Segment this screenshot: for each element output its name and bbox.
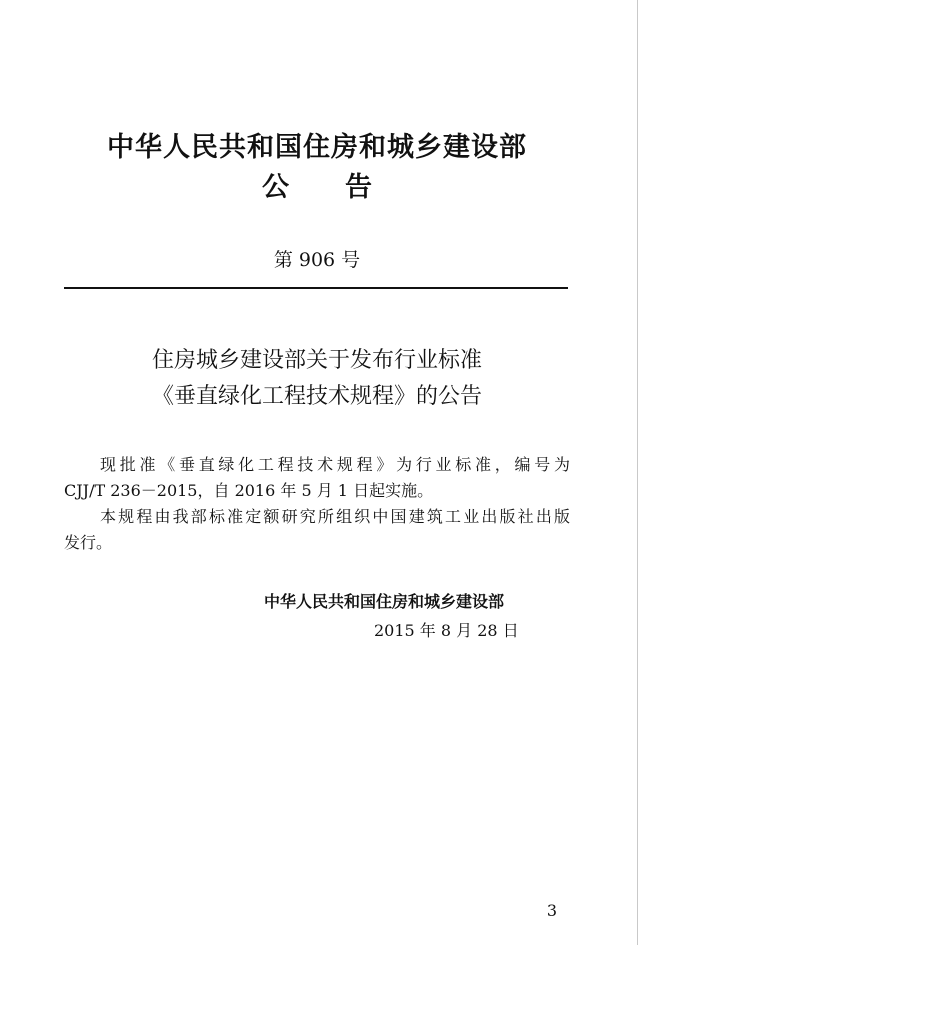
announcement-number: 第 906 号 bbox=[273, 249, 361, 271]
page-divider bbox=[637, 0, 638, 945]
body-paragraph-1-line-2: CJJ/T 236－2015，自 2016 年 5 月 1 日起实施。 bbox=[64, 481, 434, 500]
signature-date: 2015 年 8 月 28 日 bbox=[374, 621, 519, 640]
body-paragraph-2-line-2: 发行。 bbox=[64, 533, 113, 552]
announcement-heading: 公告 bbox=[262, 172, 428, 203]
body-paragraph-1-line-1: 现批准《垂直绿化工程技术规程》为行业标准，编号为 bbox=[100, 455, 570, 474]
subject-line-2: 《垂直绿化工程技术规程》的公告 bbox=[151, 384, 482, 409]
subject-line-1: 住房城乡建设部关于发布行业标准 bbox=[151, 348, 482, 373]
ministry-title: 中华人民共和国住房和城乡建设部 bbox=[107, 132, 527, 163]
announcement-body bbox=[64, 452, 570, 556]
body-paragraph-2-line-1: 本规程由我部标准定额研究所组织中国建筑工业出版社出版 bbox=[100, 507, 570, 526]
header-rule bbox=[64, 287, 568, 289]
signature-organization: 中华人民共和国住房和城乡建设部 bbox=[264, 592, 505, 611]
announcement-subject bbox=[64, 343, 570, 415]
page-number: 3 bbox=[546, 901, 558, 920]
